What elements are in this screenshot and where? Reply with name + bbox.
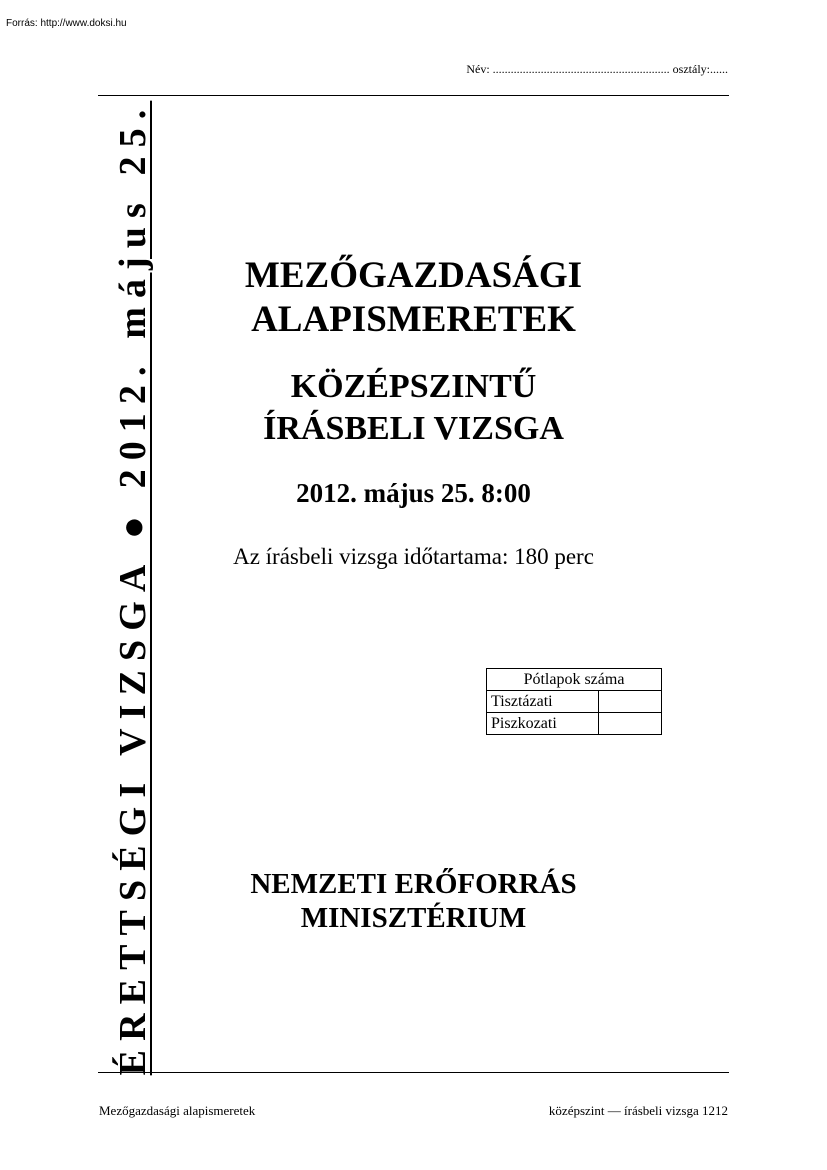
table-row bbox=[487, 691, 662, 713]
ministry-name bbox=[98, 867, 729, 935]
exam-date-time: 2012. május 25. 8:00 bbox=[296, 478, 531, 508]
extra-sheets-header: Pótlapok száma bbox=[487, 669, 662, 691]
footer-exam-info: középszint — írásbeli vizsga 1212 bbox=[548, 1103, 728, 1118]
top-divider bbox=[98, 95, 729, 96]
ministry-name-line-1: NEMZETI ERŐFORRÁS bbox=[250, 868, 577, 900]
extra-sheets-row-value[interactable] bbox=[598, 691, 661, 713]
bottom-divider bbox=[98, 1072, 729, 1073]
extra-sheets-row-value[interactable] bbox=[598, 713, 661, 735]
exam-level bbox=[98, 366, 729, 450]
ministry-name-line-2: MINISZTÉRIUM bbox=[300, 902, 527, 934]
spine-text: ÉRETTSÉGI VIZSGA ● 2012. május 25. bbox=[112, 100, 154, 1076]
exam-level-line-2: ÍRÁSBELI VIZSGA bbox=[263, 410, 564, 447]
extra-sheets-row-label: Piszkozati bbox=[487, 713, 599, 735]
exam-title-line-1: MEZŐGAZDASÁGI bbox=[244, 255, 583, 296]
exam-duration: Az írásbeli vizsga időtartama: 180 perc bbox=[233, 544, 594, 569]
exam-title bbox=[98, 254, 729, 342]
table-row bbox=[487, 713, 662, 735]
extra-sheets-row-label: Tisztázati bbox=[487, 691, 599, 713]
extra-sheets-table bbox=[486, 668, 662, 735]
name-class-field-label: Név: ........................................................... osztály:...... bbox=[466, 62, 728, 76]
exam-level-line-1: KÖZÉPSZINTŰ bbox=[290, 368, 537, 405]
exam-title-line-2: ALAPISMERETEK bbox=[251, 299, 576, 340]
footer-subject: Mezőgazdasági alapismeretek bbox=[99, 1103, 256, 1118]
source-note: Forrás: http://www.doksi.hu bbox=[6, 18, 127, 29]
